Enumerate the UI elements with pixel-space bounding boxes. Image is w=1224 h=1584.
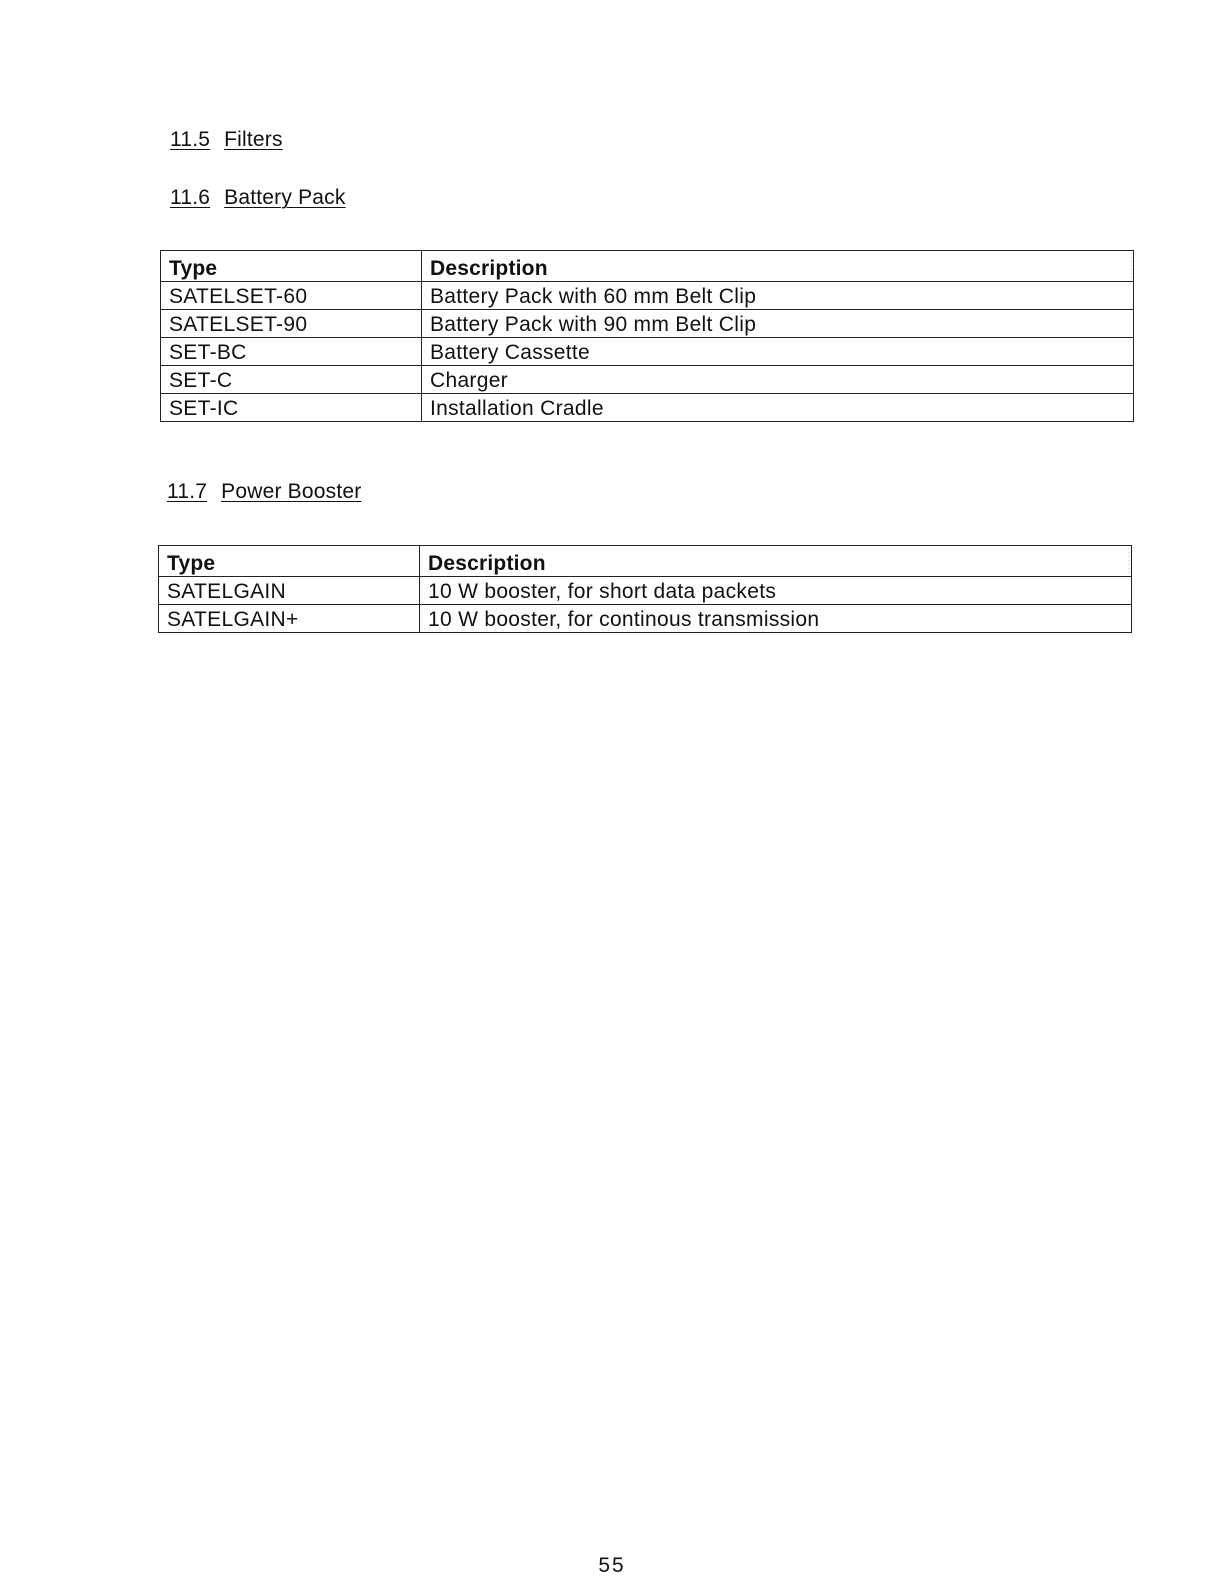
table-row — [161, 282, 1134, 310]
type-cell: SET-C — [161, 366, 422, 394]
section-number: 11.5 — [170, 128, 211, 151]
description-cell: 10 W booster, for short data packets — [420, 577, 1132, 605]
description-cell: Battery Pack with 90 mm Belt Clip — [422, 310, 1134, 338]
description-cell: Battery Cassette — [422, 338, 1134, 366]
table-header-row — [159, 546, 1132, 577]
type-cell: SATELSET-60 — [161, 282, 422, 310]
table-row — [161, 366, 1134, 394]
table-row — [161, 338, 1134, 366]
description-cell: Charger — [422, 366, 1134, 394]
column-header-type: Type — [161, 251, 422, 282]
type-cell: SATELGAIN — [159, 577, 420, 605]
type-cell: SATELGAIN+ — [159, 605, 420, 633]
section-heading-battery-pack — [170, 186, 346, 210]
table-row — [159, 605, 1132, 633]
description-cell: Installation Cradle — [422, 394, 1134, 422]
section-number: 11.7 — [167, 480, 208, 503]
section-heading-filters — [170, 128, 283, 152]
type-cell: SATELSET-90 — [161, 310, 422, 338]
section-title: Power Booster — [221, 480, 362, 503]
table-header-row — [161, 251, 1134, 282]
type-cell: SET-IC — [161, 394, 422, 422]
column-header-description: Description — [420, 546, 1132, 577]
table-row — [159, 577, 1132, 605]
section-title: Battery Pack — [224, 186, 346, 209]
column-header-description: Description — [422, 251, 1134, 282]
power-booster-table — [158, 545, 1132, 633]
description-cell: 10 W booster, for continous transmission — [420, 605, 1132, 633]
table-row — [161, 310, 1134, 338]
battery-pack-table — [160, 250, 1134, 422]
section-title: Filters — [224, 128, 283, 151]
type-cell: SET-BC — [161, 338, 422, 366]
table-row — [161, 394, 1134, 422]
page-number: 55 — [598, 1554, 626, 1577]
description-cell: Battery Pack with 60 mm Belt Clip — [422, 282, 1134, 310]
section-heading-power-booster — [167, 480, 361, 504]
section-number: 11.6 — [170, 186, 211, 209]
column-header-type: Type — [159, 546, 420, 577]
